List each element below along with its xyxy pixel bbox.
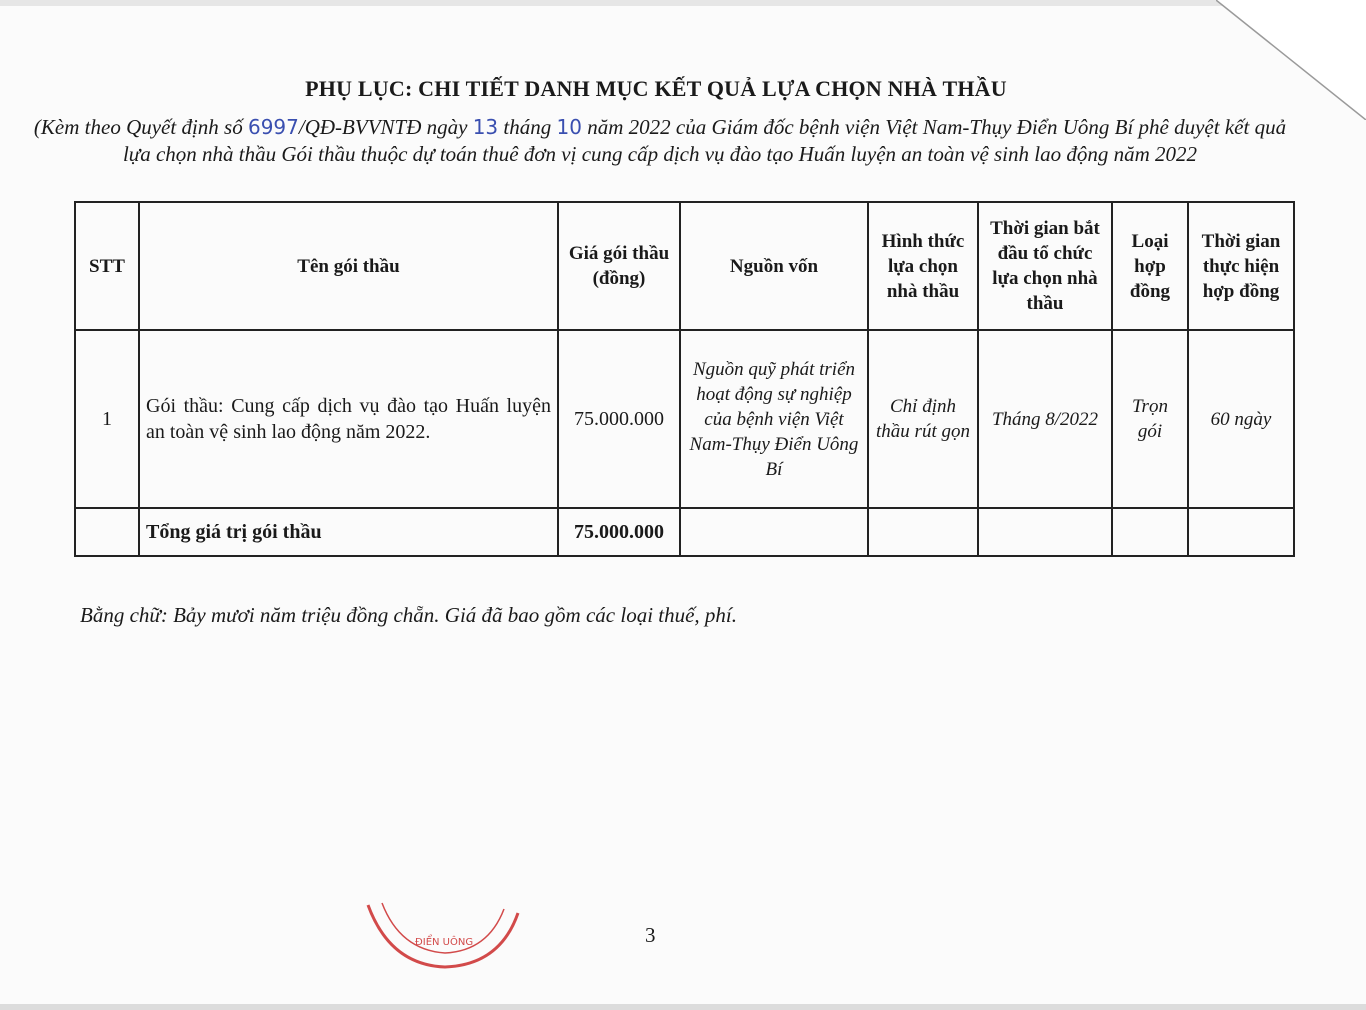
page-bottom-edge — [0, 1004, 1366, 1010]
cell-method: Chỉ định thầu rút gọn — [868, 330, 978, 508]
handwritten-day: 13 — [472, 115, 499, 139]
total-empty-start — [978, 508, 1112, 556]
cell-duration: 60 ngày — [1188, 330, 1294, 508]
subtitle-part4: năm 2022 của Giám đốc bệnh viện Việt Nam-Thụy Điển Uông Bí phê duyệt kết quả lựa chọn nhà thầu Gói thầu thuộc dự toán thuê đơn vị cung cấp dịch vụ đào tạo Huấn luyện an toàn vệ sinh lao động năm 2022 — [122, 115, 1287, 166]
decision-reference — [22, 114, 1298, 168]
header-stt: STT — [75, 202, 139, 330]
subtitle-part2: /QĐ-BVVNTĐ ngày — [298, 115, 473, 139]
table-header-row — [75, 202, 1294, 330]
page-top-edge — [0, 0, 1366, 6]
cell-price: 75.000.000 — [558, 330, 680, 508]
total-empty-contract — [1112, 508, 1188, 556]
total-price: 75.000.000 — [558, 508, 680, 556]
handwritten-month: 10 — [556, 115, 582, 139]
total-empty-duration — [1188, 508, 1294, 556]
header-method: Hình thức lựa chọn nhà thầu — [868, 202, 978, 330]
handwritten-decision-number: 6997 — [247, 115, 299, 139]
subtitle-part3: tháng — [498, 115, 557, 139]
page-title: PHỤ LỤC: CHI TIẾT DANH MỤC KẾT QUẢ LỰA CHỌN NHÀ THẦU — [305, 76, 1007, 101]
header-start-time: Thời gian bắt đầu tổ chức lựa chọn nhà thầu — [978, 202, 1112, 330]
header-source: Nguồn vốn — [680, 202, 868, 330]
page-corner-fold — [1216, 0, 1366, 120]
table-row — [75, 330, 1294, 508]
amount-in-words: Bằng chữ: Bảy mươi năm triệu đồng chẵn. Giá đã bao gồm các loại thuế, phí. — [80, 603, 738, 627]
total-empty-method — [868, 508, 978, 556]
header-contract-type: Loại hợp đồng — [1112, 202, 1188, 330]
cell-contract-type: Trọn gói — [1112, 330, 1188, 508]
stamp-text: ĐIỂN UÔNG — [415, 937, 474, 948]
tender-results-table — [74, 201, 1295, 557]
cell-stt: 1 — [75, 330, 139, 508]
cell-source: Nguồn quỹ phát triển hoạt động sự nghiệp của bệnh viện Việt Nam-Thụy Điển Uông Bí — [680, 330, 868, 508]
table-total-row — [75, 508, 1294, 556]
subtitle-part1: (Kèm theo Quyết định số — [33, 115, 248, 139]
total-empty-source — [680, 508, 868, 556]
total-label: Tổng giá trị gói thầu — [139, 508, 558, 556]
header-duration: Thời gian thực hiện hợp đồng — [1188, 202, 1294, 330]
header-price: Giá gói thầu (đồng) — [558, 202, 680, 330]
cell-name: Gói thầu: Cung cấp dịch vụ đào tạo Huấn luyện an toàn vệ sinh lao động năm 2022. — [139, 330, 558, 508]
page-number: 3 — [645, 923, 656, 947]
header-name: Tên gói thầu — [139, 202, 558, 330]
cell-start-time: Tháng 8/2022 — [978, 330, 1112, 508]
total-empty-stt — [75, 508, 139, 556]
red-stamp — [360, 895, 525, 975]
